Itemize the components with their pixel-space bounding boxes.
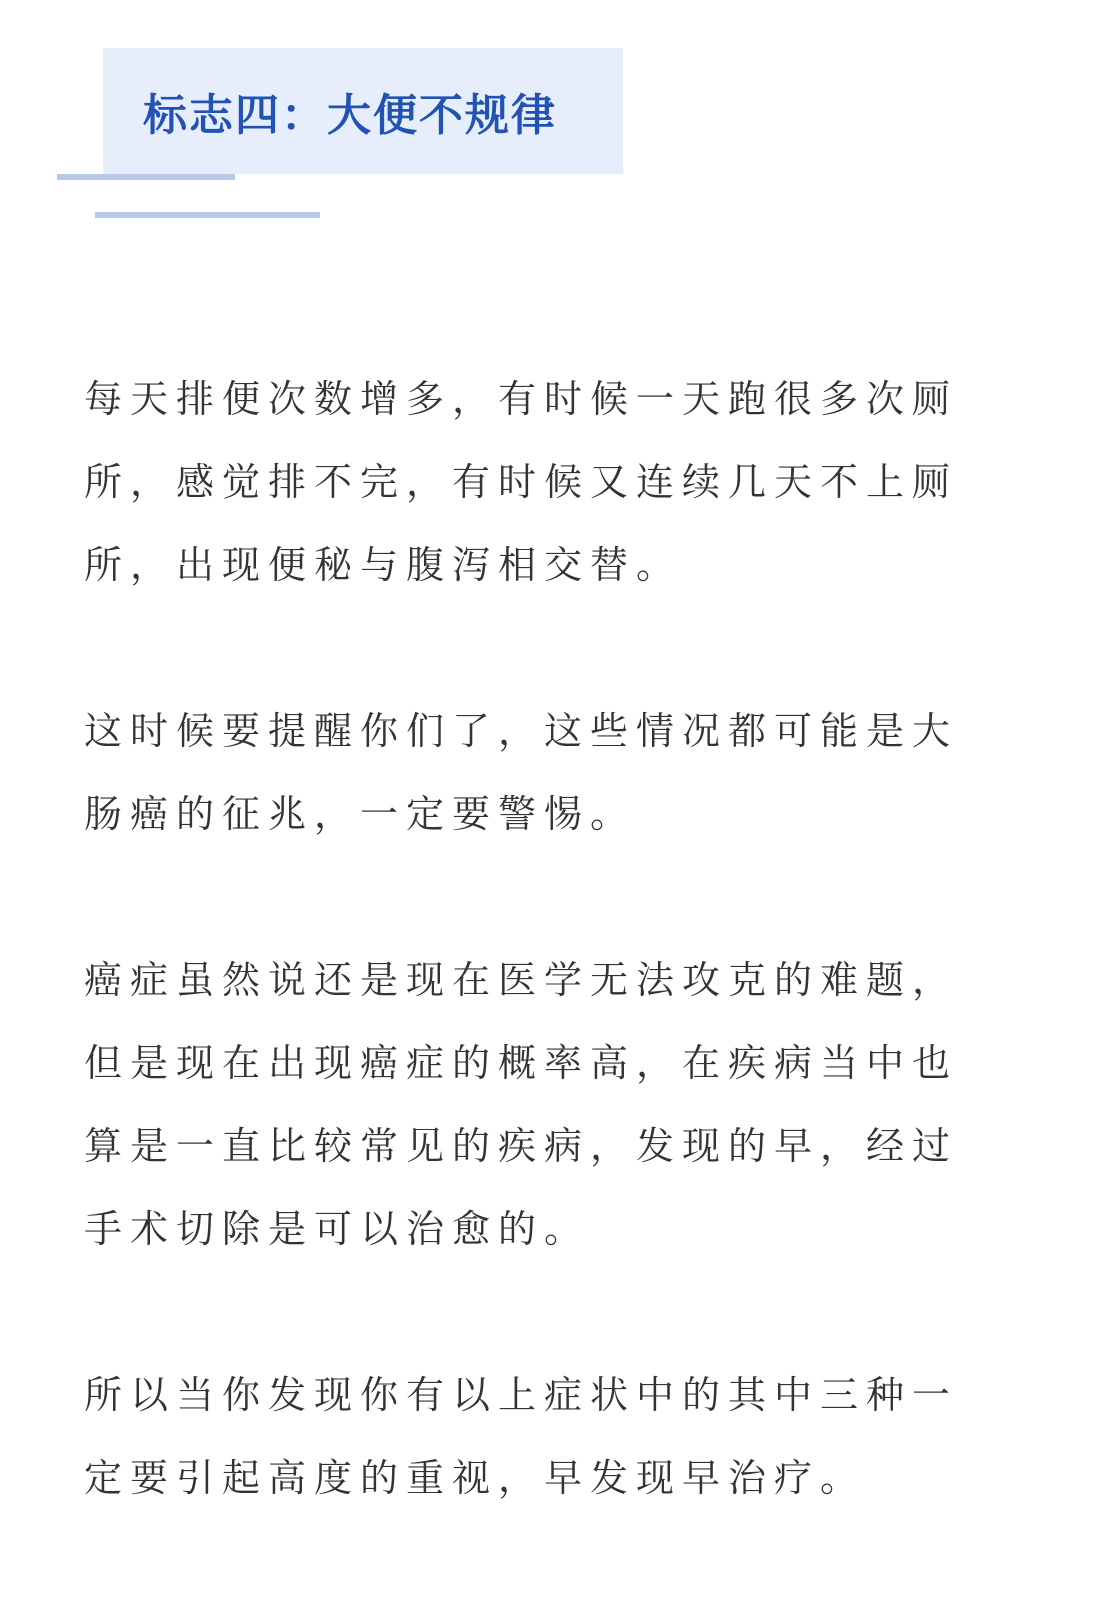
- section-title: 标志四：大便不规律: [143, 90, 557, 141]
- title-underline-bottom: [95, 212, 320, 218]
- article-body: [84, 358, 994, 1520]
- title-underline-top: [57, 174, 235, 180]
- section-title-box: [103, 48, 623, 174]
- paragraph-warning: 这时候要提醒你们了，这些情况都可能是大肠癌的征兆，一定要警惕。: [84, 709, 959, 836]
- paragraph-advice: 所以当你发现你有以上症状中的其中三种一定要引起高度的重视，早发现早治疗。: [84, 1373, 959, 1500]
- paragraph-cancer-info: 癌症虽然说还是现在医学无法攻克的难题，但是现在出现癌症的概率高，在疾病当中也算是一直比较常见的疾病，发现的早，经过手术切除是可以治愈的。: [84, 958, 959, 1251]
- paragraph-symptom-description: 每天排便次数增多，有时候一天跑很多次厕所，感觉排不完，有时候又连续几天不上厕所，出现便秘与腹泻相交替。: [84, 377, 959, 587]
